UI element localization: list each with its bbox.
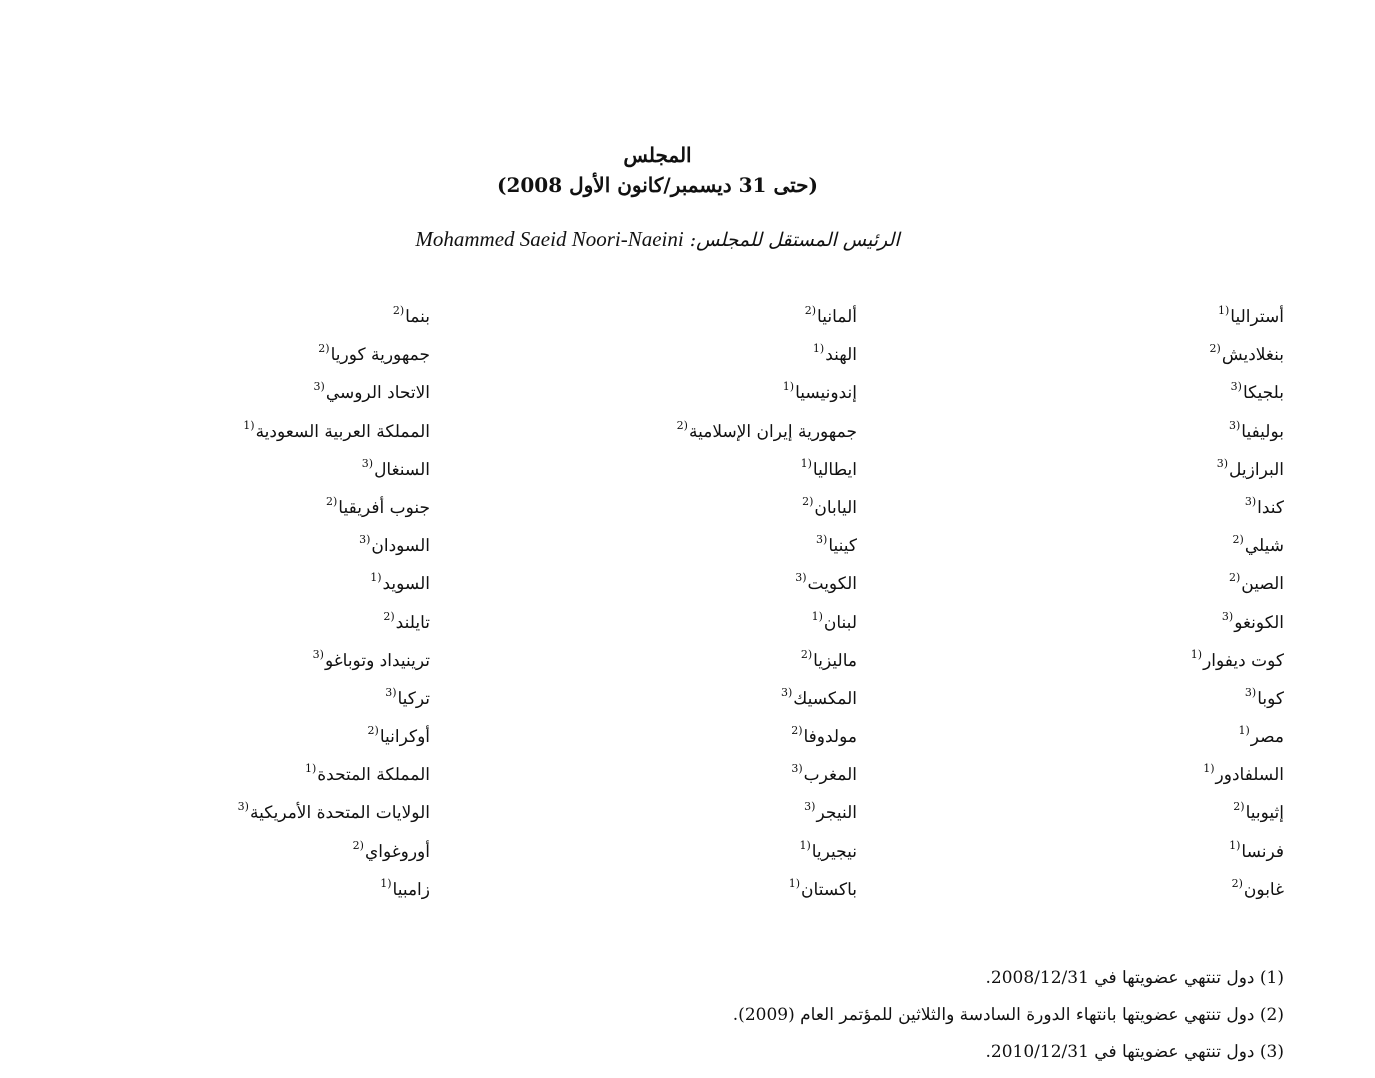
member-entry: المملكة العربية السعودية$^{(1}$ [243,418,430,442]
member-entry: ماليزيا$^{(2}$ [800,647,857,671]
member-entry: السلفادور$^{(1}$ [1203,762,1284,786]
member-entry: كوبا$^{(3}$ [1244,685,1284,709]
member-entry: باكستان$^{(1}$ [788,876,857,900]
member-entry: النيجر$^{(3}$ [804,800,857,824]
member-entry: كندا$^{(3}$ [1244,494,1284,518]
member-entry: ترينيداد وتوباغو$^{(3}$ [312,647,430,671]
member-entry: مولدوفا$^{(2}$ [791,724,857,748]
member-entry: نيجيريا$^{(1}$ [799,838,857,862]
member-entry: الصين$^{(2}$ [1228,571,1284,595]
member-entry: كينيا$^{(3}$ [816,533,857,557]
members-column-1 [964,292,1284,903]
member-entry: إندونيسيا$^{(1}$ [782,380,857,404]
member-entry: بلجيكا$^{(3}$ [1230,380,1284,404]
member-entry: اليابان$^{(2}$ [802,494,857,518]
member-entry: بنغلاديش$^{(2}$ [1209,342,1284,366]
member-entry: كوت ديفوار$^{(1}$ [1190,647,1284,671]
member-entry: جمهورية إيران الإسلامية$^{(2}$ [676,418,857,442]
member-entry: أوكرانيا$^{(2}$ [367,724,430,748]
members-column-3 [30,292,430,903]
member-entry: أوروغواي$^{(2}$ [352,838,430,862]
member-entry: جمهورية كوريا$^{(2}$ [318,342,430,366]
member-entry: جنوب أفريقيا$^{(2}$ [326,494,430,518]
footnotes [384,960,1284,1071]
member-entry: المكسيك$^{(3}$ [780,685,857,709]
member-entry: الهند$^{(1}$ [812,342,857,366]
member-entry: السنغال$^{(3}$ [361,456,430,480]
independent-chair-line [0,227,1315,252]
member-entry: مصر$^{(1}$ [1238,724,1284,748]
chair-label: الرئيس المستقل للمجلس: [689,229,900,251]
footnote-1: (1) دول تنتهي عضويتها في 2008/12/31. [985,968,1284,988]
member-entry: تركيا$^{(3}$ [385,685,430,709]
chair-name: Mohammed Saeid Noori-Naeini [415,227,684,251]
member-entry: بوليفيا$^{(3}$ [1228,418,1284,442]
page-subtitle: (حتى 31 ديسمبر/كانون الأول 2008) [497,173,818,197]
member-entry: إثيوبيا$^{(2}$ [1233,800,1284,824]
member-entry: المغرب$^{(3}$ [791,762,857,786]
member-entry: السويد$^{(1}$ [370,571,430,595]
title-block [0,140,1315,200]
member-entry: لبنان$^{(1}$ [811,609,857,633]
member-entry: الاتحاد الروسي$^{(3}$ [313,380,430,404]
member-entry: ألمانيا$^{(2}$ [804,304,857,327]
member-entry: شيلي$^{(2}$ [1232,533,1284,557]
member-entry: فرنسا$^{(1}$ [1229,838,1284,862]
members-column-2 [457,292,857,903]
footnote-2: (2) دول تنتهي عضويتها بانتهاء الدورة السادسة والثلاثين للمؤتمر العام (2009). [732,1005,1284,1025]
member-entry: ايطاليا$^{(1}$ [800,456,857,480]
member-entry: الكويت$^{(3}$ [795,571,857,595]
member-entry: الولايات المتحدة الأمريكية$^{(3}$ [237,800,430,824]
member-entry: أستراليا$^{(1}$ [1218,304,1284,327]
member-entry: غابون$^{(2}$ [1231,876,1284,900]
member-entry: بنما$^{(2}$ [392,304,430,327]
member-entry: تايلند$^{(2}$ [383,609,430,633]
member-entry: الكونغو$^{(3}$ [1221,609,1284,633]
footnote-3: (3) دول تنتهي عضويتها في 2010/12/31. [985,1042,1284,1062]
member-entry: المملكة المتحدة$^{(1}$ [304,762,430,786]
member-entry: البرازيل$^{(3}$ [1216,456,1284,480]
member-entry: السودان$^{(3}$ [359,533,430,557]
page-title: المجلس [623,143,692,167]
member-entry: زامبيا$^{(1}$ [380,876,430,900]
